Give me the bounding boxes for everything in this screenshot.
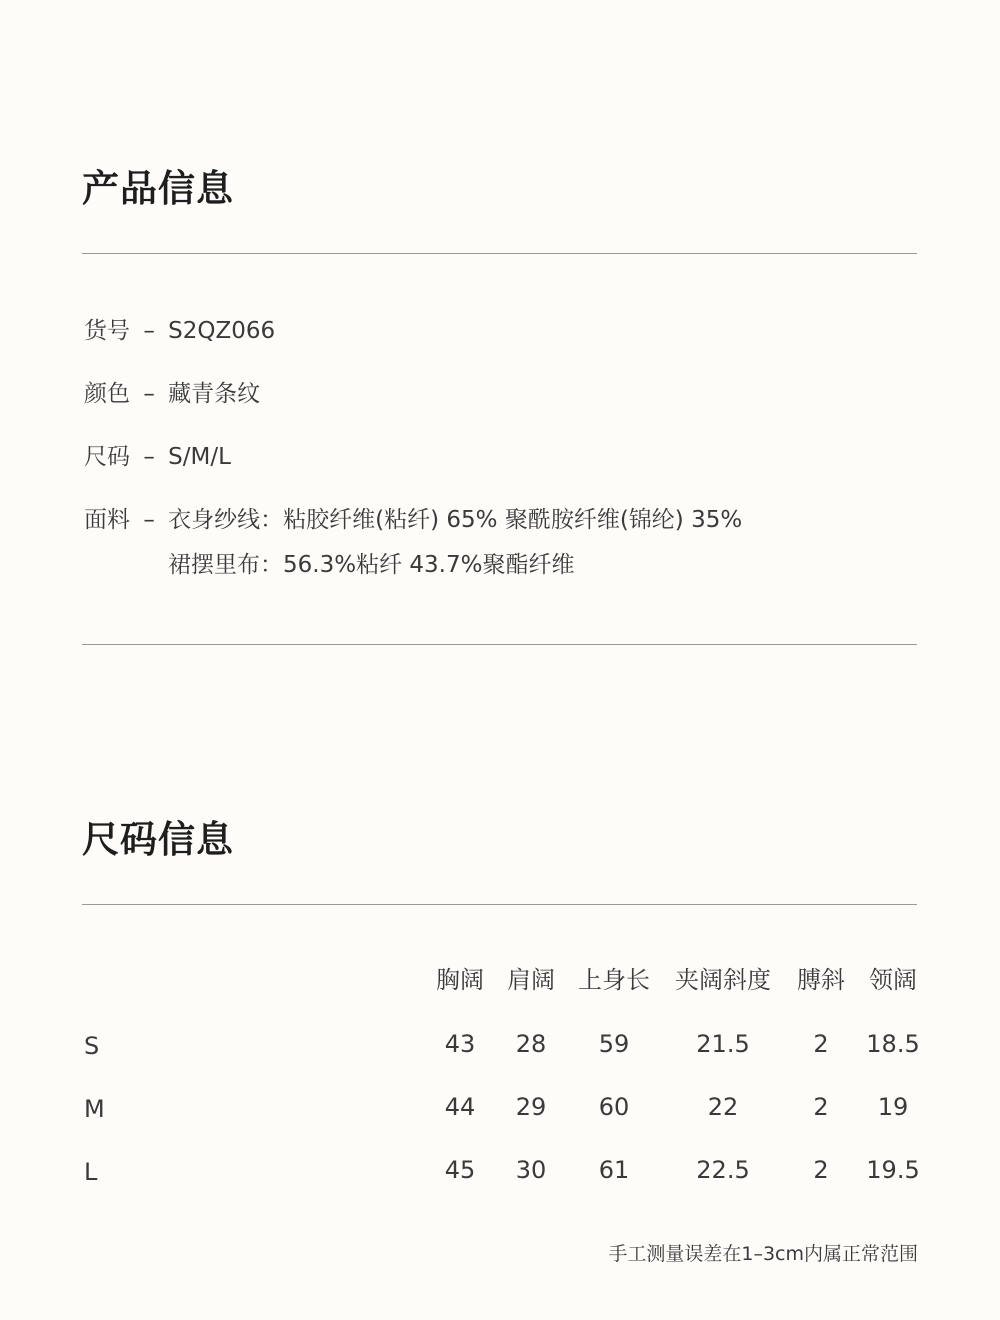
size-label-l: L	[84, 1158, 98, 1186]
header-shoulder-slope: 膊斜	[797, 966, 845, 994]
table-cell: 19.5	[866, 1156, 920, 1184]
info-fabric-lining: 裙摆里布：56.3%粘纤 43.7%聚酯纤维	[168, 552, 575, 578]
size-label-s: S	[84, 1032, 100, 1060]
info-label: 颜色	[84, 381, 130, 407]
table-cell: 22	[707, 1093, 739, 1121]
product-info-bottom-divider	[82, 644, 917, 645]
table-cell: 30	[515, 1156, 547, 1184]
info-label: 尺码	[84, 444, 130, 470]
table-cell: 44	[444, 1093, 476, 1121]
product-info-top-divider	[82, 253, 917, 254]
table-cell: 2	[813, 1030, 829, 1058]
table-cell: 21.5	[696, 1030, 750, 1058]
table-cell: 28	[515, 1030, 547, 1058]
info-value: S2QZ066	[168, 318, 276, 344]
info-label: 面料	[84, 507, 130, 533]
size-info-divider	[82, 904, 917, 905]
table-cell: 59	[598, 1030, 630, 1058]
info-separator: –	[143, 318, 155, 344]
info-value: S/M/L	[168, 444, 231, 470]
header-length: 上身长	[578, 966, 650, 994]
header-armhole: 夹阔斜度	[675, 966, 771, 994]
info-row-fabric	[84, 505, 742, 535]
header-chest: 胸阔	[436, 966, 484, 994]
table-cell: 45	[444, 1156, 476, 1184]
size-label-m: M	[84, 1095, 105, 1123]
header-neck-width: 领阔	[869, 966, 917, 994]
info-row-color	[84, 379, 260, 409]
table-cell: 43	[444, 1030, 476, 1058]
info-value: 衣身纱线：粘胶纤维(粘纤) 65% 聚酰胺纤维(锦纶) 35%	[168, 507, 743, 533]
table-cell: 60	[598, 1093, 630, 1121]
table-cell: 18.5	[866, 1030, 920, 1058]
size-info-title: 尺码信息	[82, 818, 234, 861]
product-info-title: 产品信息	[82, 167, 234, 210]
table-cell: 2	[813, 1156, 829, 1184]
info-separator: –	[143, 381, 155, 407]
table-cell: 22.5	[696, 1156, 750, 1184]
table-cell: 29	[515, 1093, 547, 1121]
table-cell: 61	[598, 1156, 630, 1184]
info-value: 藏青条纹	[168, 381, 261, 407]
info-row-size	[84, 442, 231, 472]
info-separator: –	[143, 444, 155, 470]
header-shoulder: 肩阔	[507, 966, 555, 994]
table-cell: 2	[813, 1093, 829, 1121]
info-label: 货号	[84, 318, 130, 344]
table-cell: 19	[877, 1093, 909, 1121]
measurement-note: 手工测量误差在1–3cm内属正常范围	[608, 1243, 918, 1265]
info-separator: –	[143, 507, 155, 533]
info-row-item-number	[84, 316, 275, 346]
